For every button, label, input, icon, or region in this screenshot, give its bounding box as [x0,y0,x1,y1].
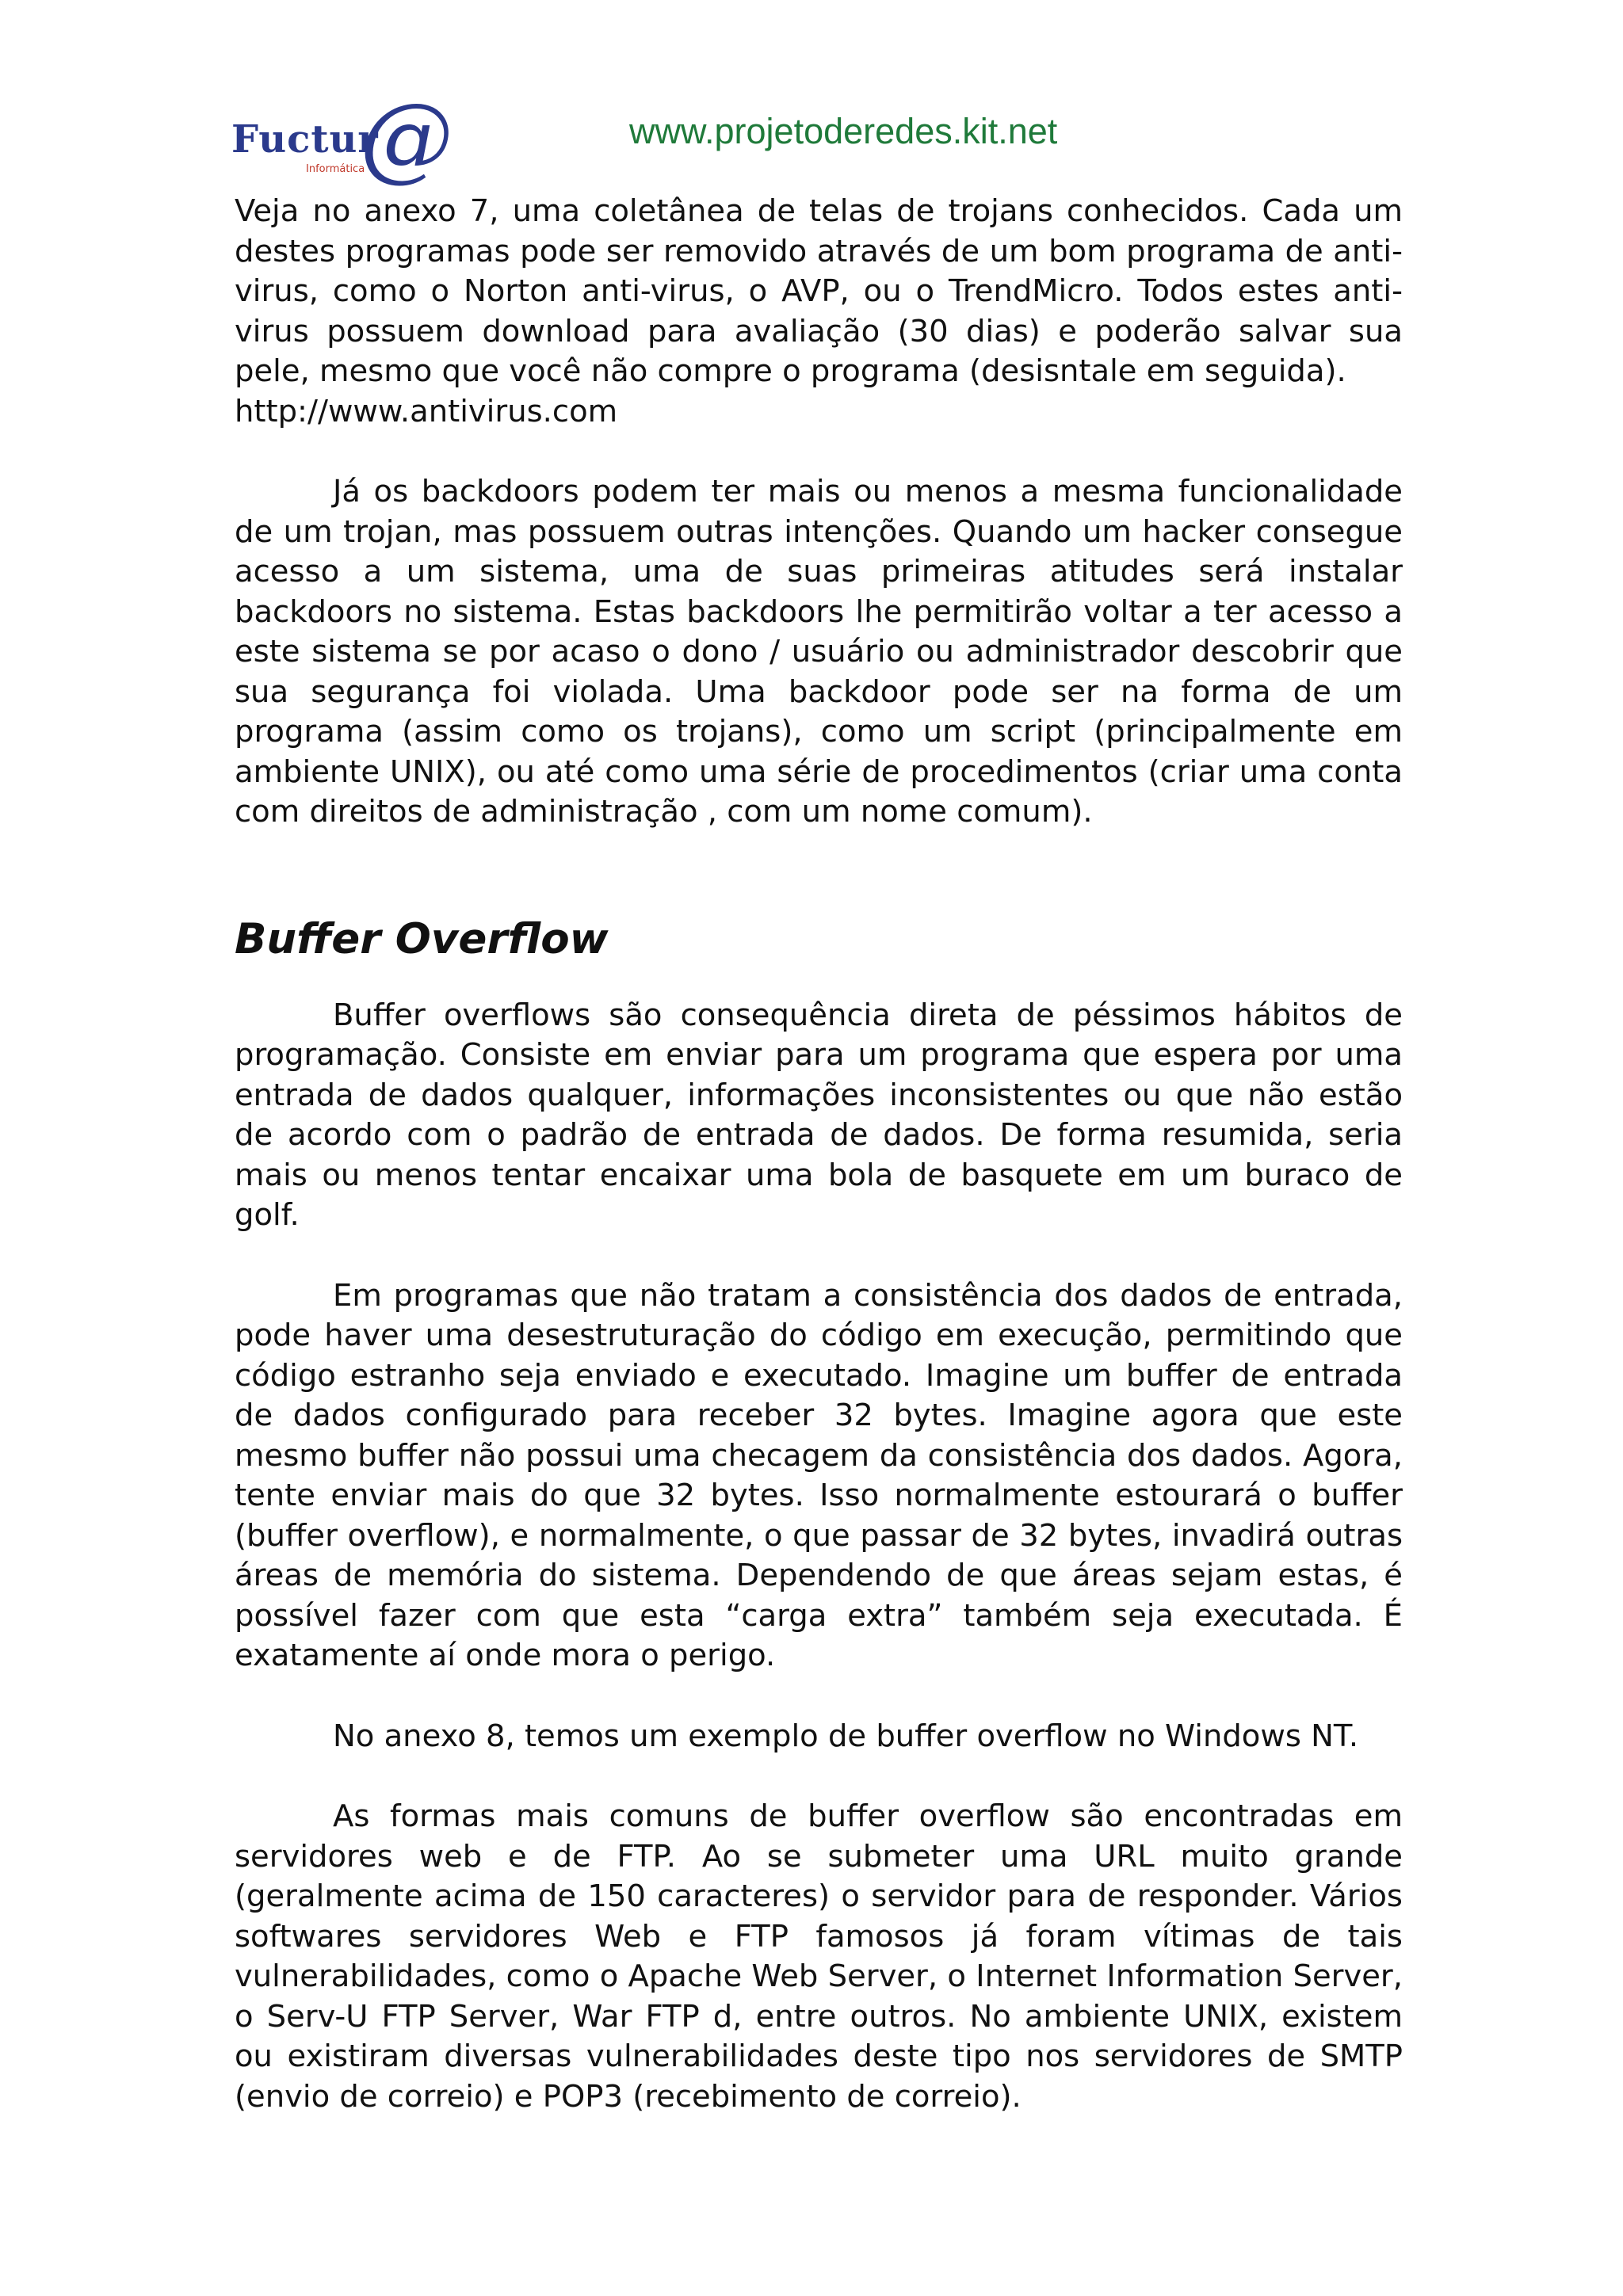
document-body [235,192,1403,2117]
logo-wordmark: Fuctur [231,117,379,162]
paragraph-annex-8: No anexo 8, temos um exemplo de buffer overflow no Windows NT. [333,1718,1359,1754]
paragraph-common-forms: As formas mais comuns de buffer overflow são encontradas em servidores web e de FTP. Ao se submeter uma URL muito grande (geralmente acima de 150 caracteres) o servidor para de responder. Vários softwares servidores Web e FTP famosos já foram vítimas de tais vulnerabilidades, como o Apache Web Server, o Internet Information Server, o Serv-U FTP Server, War FTP d, entre outros. No ambiente UNIX, existem ou existiram diversas vulnerabilidades deste tipo nos servidores de SMTP (envio de correio) e POP3 (recebimento de correio). [235,1798,1403,2115]
page-header [231,82,1404,192]
section-heading-buffer-overflow: Buffer Overflow [235,914,609,963]
paragraph-trojans: Veja no anexo 7, uma coletânea de telas de trojans conhecidos. Cada um destes programas pode ser removido através de um bom programa de anti-virus, como o Norton anti-virus, o AVP, ou o TrendMicro. Todos estes anti-virus possuem download para avaliação (30 dias) e poderão salvar sua pele, mesmo que você não compre o programa (desisntale em seguida). [235,193,1403,389]
header-site-url: www.projetoderedes.kit.net [629,111,1058,151]
logo-at-symbol: @ [360,82,453,192]
paragraph-buffer-overflow-intro: Buffer overflows são consequência direta de péssimos hábitos de programação. Consiste em enviar para um programa que espera por uma entrada de dados qualquer, informações inconsistentes ou que não estão de acordo com o padrão de entrada de dados. De forma resumida, seria mais ou menos tentar encaixar uma bola de basquete em um buraco de golf. [235,997,1403,1233]
logo-subtext: Informática [306,163,365,175]
fuctura-logo [231,82,453,192]
paragraph-backdoors: Já os backdoors podem ter mais ou menos a mesma funcionalidade de um trojan, mas possuem outras intenções. Quando um hacker consegue acesso a um sistema, uma de suas primeiras atitudes será instalar backdoors no sistema. Estas backdoors lhe permitirão voltar a ter acesso a este sistema se por acaso o dono / usuário ou administrador descobrir que sua segurança foi violada. Uma backdoor pode ser na forma de um programa (assim como os trojans), como um script (principalmente em ambiente UNIX), ou até como uma série de procedimentos (criar uma conta com direitos de administração , com um nome comum). [235,474,1403,830]
antivirus-link: http://www.antivirus.com [235,393,618,429]
paragraph-buffer-overflow-details: Em programas que não tratam a consistência dos dados de entrada, pode haver uma desestruturação do código em execução, permitindo que código estranho seja enviado e executado. Imagine um buffer de entrada de dados configurado para receber 32 bytes. Imagine agora que este mesmo buffer não possui uma checagem da consistência dos dados. Agora, tente enviar mais do que 32 bytes. Isso normalmente estourará o buffer (buffer overflow), e normalmente, o que passar de 32 bytes, invadirá outras áreas de memória do sistema. Dependendo de que áreas sejam estas, é possível fazer com que esta “carga extra” também seja executada. É exatamente aí onde mora o perigo. [235,1277,1403,1673]
